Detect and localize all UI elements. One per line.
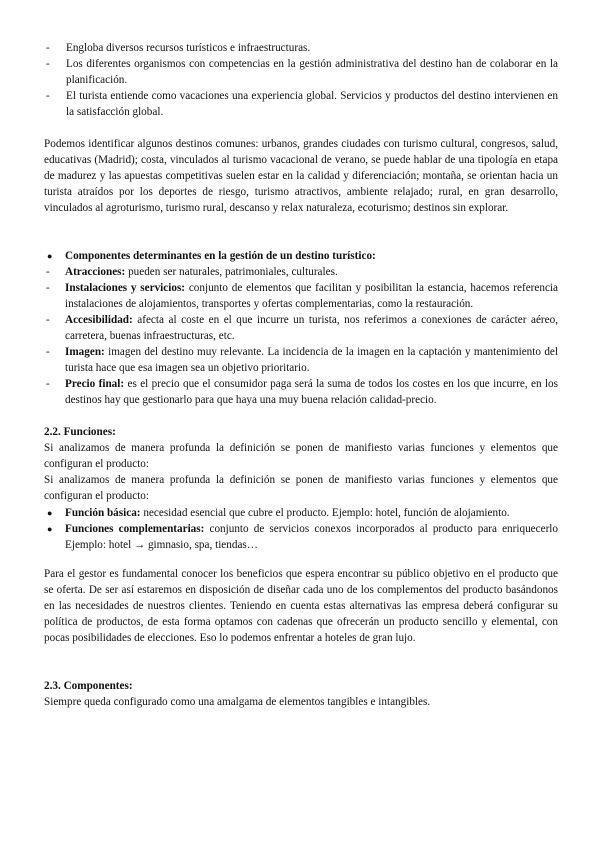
dash-marker: - xyxy=(46,266,50,278)
componentes-sec-text: Siempre queda configurado como una amalgama de elementos tangibles e intangibles. xyxy=(44,696,431,708)
funciones-heading: 2.2. Funciones: xyxy=(44,426,116,438)
list-item-text: El turista entiende como vacaciones una experiencia global. Servicios y productos del destino intervienen en la satisfacción global. xyxy=(66,90,558,118)
list-item-term: Instalaciones y servicios: xyxy=(65,282,186,294)
intro-list xyxy=(44,40,558,120)
funciones-paragraph: Si analizamos de manera profunda la definición se ponen de manifiesto varias funciones y elementos que configuran el producto: xyxy=(44,442,558,470)
componentes-list xyxy=(44,248,558,408)
list-item xyxy=(44,56,558,88)
bullet-marker: ● xyxy=(47,251,53,261)
list-item-text: conjunto de elementos que facilitan y posibilitan la estancia, hacemos referencia instalaciones de alojamientos, transportes y ofertas complementarias, como la restauración. xyxy=(65,282,558,310)
dash-marker: - xyxy=(46,282,50,294)
list-item-term: Funciones complementarias: xyxy=(65,523,205,535)
list-item-text: imagen del destino muy relevante. La incidencia de la imagen en la captación y mantenimiento del turista hace que esa imagen sea un objetivo prioritario. xyxy=(65,346,558,374)
list-item-term: Precio final: xyxy=(65,378,125,390)
bullet-marker: ● xyxy=(47,508,53,518)
bullet-marker: ● xyxy=(47,524,53,534)
componentes-sec-heading: 2.3. Componentes: xyxy=(44,680,133,692)
list-item-text: afecta al coste en el que incurre un turista, nos referimos a conexiones de carácter aéreo, carretera, buenas infraestructuras, etc. xyxy=(65,314,558,342)
funciones-paragraph-repeat: Si analizamos de manera profunda la definición se ponen de manifiesto varias funciones y elementos que configuran el producto: xyxy=(44,474,558,502)
list-item xyxy=(44,40,558,56)
funciones-list xyxy=(44,505,558,553)
list-item xyxy=(44,312,558,344)
list-item-term: Accesibilidad: xyxy=(65,314,133,326)
dash-marker: - xyxy=(46,42,50,54)
dash-marker: - xyxy=(46,58,50,70)
list-item xyxy=(44,88,558,120)
list-item xyxy=(44,280,558,312)
dash-marker: - xyxy=(46,378,50,390)
list-item-text: pueden ser naturales, patrimoniales, culturales. xyxy=(125,266,338,278)
list-item-term: Función básica: xyxy=(65,507,141,519)
list-item-term: Imagen: xyxy=(65,346,105,358)
list-item xyxy=(44,376,558,408)
list-item xyxy=(44,521,558,553)
dash-marker: - xyxy=(46,90,50,102)
dash-marker: - xyxy=(46,314,50,326)
list-item xyxy=(44,344,558,376)
list-item-text: es el precio que el consumidor paga será la suma de todos los costes en los que incurre, en los destinos hay que gestionarlo para que haya una muy buena relación calidad-precio. xyxy=(65,378,558,406)
list-item-text: necesidad esencial que cubre el producto. Ejemplo: hotel, función de alojamiento. xyxy=(140,507,510,519)
list-item-term: Atracciones: xyxy=(65,266,126,278)
list-item-text: Engloba diversos recursos turísticos e infraestructuras. xyxy=(66,42,311,54)
list-item xyxy=(44,264,558,280)
destinos-paragraph: Podemos identificar algunos destinos comunes: urbanos, grandes ciudades con turismo cultural, congresos, salud, educativas (Madrid); costa, vinculados al turismo vacacional de verano, se puede hablar de una tipología en etapa de madurez y las apuestas competitivas suelen estar en la calidad y diferenciación; montaña, se orientan hacia un turista atraídos por los deportes de riesgo, turismo atractivos, ambiente relajado; rural, en gran desarrollo, vinculados al agroturismo, turismo rural, descanso y relax naturaleza, ecoturismo; destinos sin explorar. xyxy=(44,138,558,214)
list-item-text: conjunto de servicios conexos incorporados al producto para enriquecerlo Ejemplo: hotel → gimnasio, spa, tiendas… xyxy=(65,523,558,551)
list-item xyxy=(44,248,558,264)
dash-marker: - xyxy=(46,346,50,358)
gestor-paragraph: Para el gestor es fundamental conocer los beneficios que espera encontrar su público objetivo en el producto que se oferta. De ser así estaremos en disposición de diseñar cada uno de los complementos del producto basándonos en las necesidades de nuestros clientes. Teniendo en cuenta estas alternativas las empresa deberá configurar su política de productos, de esta forma optamos con cadenas que ofrecerán un producto sencillo y elemental, con pocas posibilidades de elecciones. Eso lo podemos enfrentar a hoteles de gran lujo. xyxy=(44,568,558,644)
list-item xyxy=(44,505,558,521)
list-item-text: Los diferentes organismos con competencias en la gestión administrativa del destino han de colaborar en la planificación. xyxy=(66,58,558,86)
componentes-heading: Componentes determinantes en la gestión de un destino turístico: xyxy=(65,250,376,262)
